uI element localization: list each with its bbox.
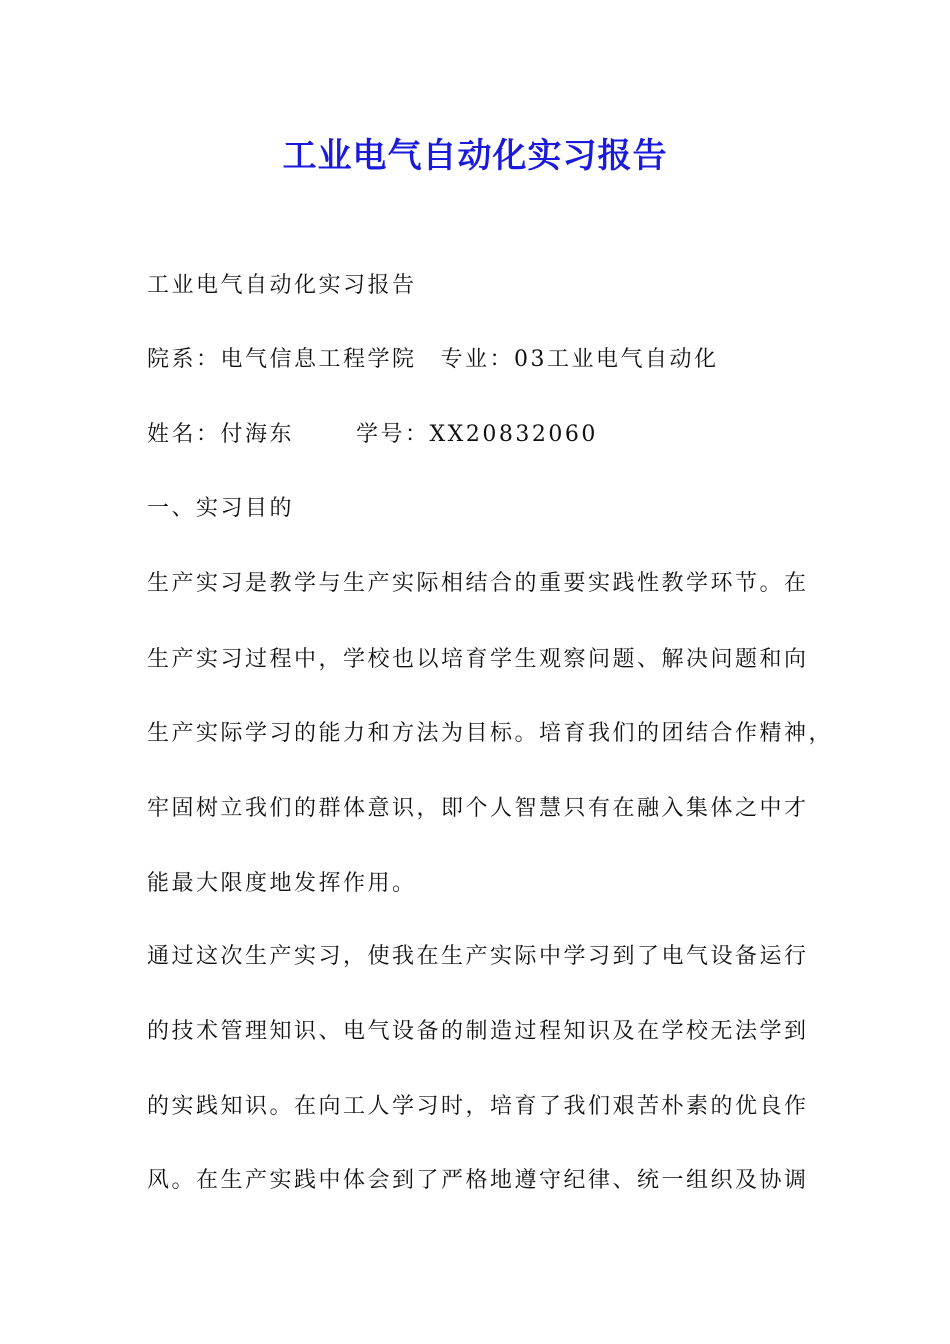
name-id-line <box>147 420 598 450</box>
name-label: 姓名：付海东 <box>147 422 295 447</box>
paragraph1-line: 生产实际学习的能力和方法为目标。培育我们的团结合作精神， <box>147 721 834 746</box>
major-label: 专业：03工业电气自动化 <box>440 347 719 372</box>
document-subtitle: 工业电气自动化实习报告 <box>147 273 417 298</box>
paragraph2-line: 的实践知识。在向工人学习时，培育了我们艰苦朴素的优良作 <box>147 1094 809 1119</box>
section-heading: 一、实习目的 <box>147 496 295 521</box>
department-major-line <box>147 345 719 375</box>
paragraph2-line: 风。在生产实践中体会到了严格地遵守纪律、统一组织及协调 <box>147 1168 809 1193</box>
paragraph2-line: 通过这次生产实习，使我在生产实际中学习到了电气设备运行 <box>147 944 809 969</box>
paragraph1-line: 生产实习是教学与生产实际相结合的重要实践性教学环节。在 <box>147 571 809 596</box>
paragraph2-line: 的技术管理知识、电气设备的制造过程知识及在学校无法学到 <box>147 1019 809 1044</box>
department-label: 院系：电气信息工程学院 <box>147 347 417 372</box>
paragraph1-line: 牢固树立我们的群体意识，即个人智慧只有在融入集体之中才 <box>147 796 809 821</box>
paragraph1-line: 生产实习过程中，学校也以培育学生观察问题、解决问题和向 <box>147 647 809 672</box>
paragraph1-line: 能最大限度地发挥作用。 <box>147 871 417 896</box>
document-title: 工业电气自动化实习报告 <box>282 136 668 176</box>
student-id-label: 学号：XX20832060 <box>356 422 598 447</box>
